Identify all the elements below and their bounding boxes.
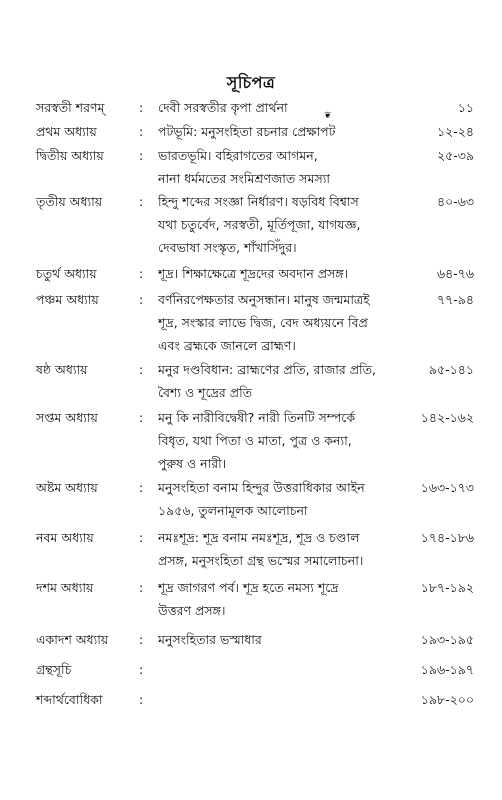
toc-title-line: পুরুষ ও নারী। <box>158 456 227 471</box>
toc-colon: : <box>139 362 144 377</box>
toc-title-line: মনুসংহিতা বনাম হিন্দুর উত্তরাধিকার আইন <box>158 480 365 495</box>
toc-chapter-label: নবম অধ্যায় <box>36 530 94 545</box>
toc-title <box>158 476 376 522</box>
toc-title-line: মনুর দণ্ডবিধান: ব্রাহ্মণের প্রতি, রাজার প্রতি, <box>158 362 376 377</box>
toc-title <box>158 576 376 622</box>
toc-colon: : <box>139 692 144 707</box>
toc-page-range: ১২-২৪ <box>437 124 474 139</box>
ink-mark: ❦ <box>324 111 332 121</box>
toc-title-line: হিন্দু শব্দের সংজ্ঞা নির্ধারণ। ষড়বিধ বিশ্বাস <box>158 194 359 209</box>
toc-page-range: ১৯৩-১৯৫ <box>420 632 474 647</box>
toc-page-range: ৭৭-৯৪ <box>437 292 474 307</box>
toc-title <box>158 526 376 572</box>
toc-title-line: বৈশ্য ও শূদ্রের প্রতি <box>158 385 253 400</box>
toc-colon: : <box>139 410 144 425</box>
toc-title-line: প্রসঙ্গ, মনুসংহিতা গ্রন্থ ভস্মের সমালোচনা। <box>158 553 364 568</box>
toc-page-range: ১৯৬-১৯৭ <box>420 662 474 677</box>
toc-chapter-label: দ্বিতীয় অধ্যায় <box>36 148 104 163</box>
toc-title-line: যথা চতুর্বেদ, সরস্বতী, মূর্তিপূজা, যাগযজ্ঞ, <box>158 217 361 232</box>
toc-title-line: মনুসংহিতার ভস্মাধার <box>158 632 262 647</box>
toc-chapter-label: তৃতীয় অধ্যায় <box>36 194 103 209</box>
toc-title-line: মনু কি নারীবিদ্বেষী? নারী তিনটি সম্পর্কে <box>158 410 356 425</box>
toc-colon: : <box>139 632 144 647</box>
toc-page-range: ১৬৩-১৭৩ <box>420 480 474 495</box>
toc-title-line: শূদ্র। শিক্ষাক্ষেত্রে শূদ্রদের অবদান প্রসঙ্গ। <box>158 266 349 281</box>
toc-heading: সূচিপত্র <box>226 73 276 92</box>
toc-colon: : <box>139 480 144 495</box>
toc-title-line: এবং ব্রহ্মকে জানলে ব্রাহ্মণ। <box>158 338 296 353</box>
toc-title <box>158 96 376 119</box>
toc-chapter-label: দশম অধ্যায় <box>36 580 94 595</box>
toc-page-range: ১১ <box>457 100 474 115</box>
toc-chapter-label: চতুর্থ অধ্যায় <box>36 266 97 281</box>
toc-title <box>158 288 376 357</box>
toc-title-line: বর্ণনিরপেক্ষতার অনুসন্ধান। মানুষ জন্মমাত্রই <box>158 292 370 307</box>
toc-page-range: ২৫-৩৯ <box>437 148 474 163</box>
toc-chapter-label: প্রথম অধ্যায় <box>36 124 97 139</box>
toc-title-line: ভারতভূমি। বহিরাগতের আগমন, <box>158 148 318 163</box>
toc-title-line: শূদ্র জাগরণ পর্ব। শূদ্র হতে নমস্য শূদ্রে <box>158 580 339 595</box>
toc-title <box>158 406 376 475</box>
toc-colon: : <box>139 148 144 163</box>
toc-colon: : <box>139 100 144 115</box>
toc-chapter-label: সরস্বতী শরণম্ <box>36 100 105 115</box>
toc-chapter-label: পঞ্চম অধ্যায় <box>36 292 99 307</box>
toc-title <box>158 144 376 190</box>
toc-title <box>158 190 376 259</box>
toc-title <box>158 358 376 404</box>
toc-page-range: ১৯৮-২০০ <box>420 692 474 707</box>
toc-chapter-label: শব্দার্থবোধিকা <box>36 692 103 707</box>
toc-title-line: উত্তরণ প্রসঙ্গ। <box>158 603 226 618</box>
toc-title-line: পটভূমি: মনুসংহিতা রচনার প্রেক্ষাপট <box>158 124 336 139</box>
toc-title <box>158 628 376 651</box>
toc-title-line: নমঃশূদ্র: শূদ্র বনাম নমঃশূদ্র, শূদ্র ও চণ্ডাল <box>158 530 360 545</box>
toc-colon: : <box>139 530 144 545</box>
toc-colon: : <box>139 662 144 677</box>
toc-title-line: বিধৃত, যথা পিতা ও মাতা, পুত্র ও কন্যা, <box>158 433 352 448</box>
toc-chapter-label: অষ্টম অধ্যায় <box>36 480 98 495</box>
toc-title <box>158 120 376 143</box>
toc-colon: : <box>139 124 144 139</box>
toc-page-range: ৬৪-৭৬ <box>436 266 474 281</box>
toc-chapter-label: সপ্তম অধ্যায় <box>36 410 98 425</box>
toc-title <box>158 262 376 285</box>
toc-page-range: ৪০-৬৩ <box>436 194 474 209</box>
toc-title-line: ১৯৫৬, তুলনামূলক আলোচনা <box>158 503 308 518</box>
toc-title-line: দেবভাষা সংস্কৃত, শাঁখাসিঁদুর। <box>158 240 297 255</box>
toc-page-range: ১৭৪-১৮৬ <box>420 530 474 545</box>
toc-chapter-label: একাদশ অধ্যায় <box>36 632 109 647</box>
toc-colon: : <box>139 580 144 595</box>
toc-chapter-label: ষষ্ঠ অধ্যায় <box>36 362 88 377</box>
toc-page-range: ১৪২-১৬২ <box>420 410 474 425</box>
toc-colon: : <box>139 194 144 209</box>
toc-colon: : <box>139 292 144 307</box>
toc-title-line: দেবী সরস্বতীর কৃপা প্রার্থনা <box>158 100 288 115</box>
toc-page-range: ১৮৭-১৯২ <box>420 580 474 595</box>
toc-colon: : <box>139 266 144 281</box>
toc-title-line: শূদ্র, সংস্কার লাভে দ্বিজ, বেদ অধ্যয়নে বিপ্র <box>158 315 368 330</box>
toc-chapter-label: গ্রন্থসূচি <box>36 662 72 677</box>
toc-page-range: ৯৫-১৪১ <box>428 362 474 377</box>
toc-title-line: নানা ধর্মমতের সংমিশ্রণজাত সমস্যা <box>158 171 330 186</box>
